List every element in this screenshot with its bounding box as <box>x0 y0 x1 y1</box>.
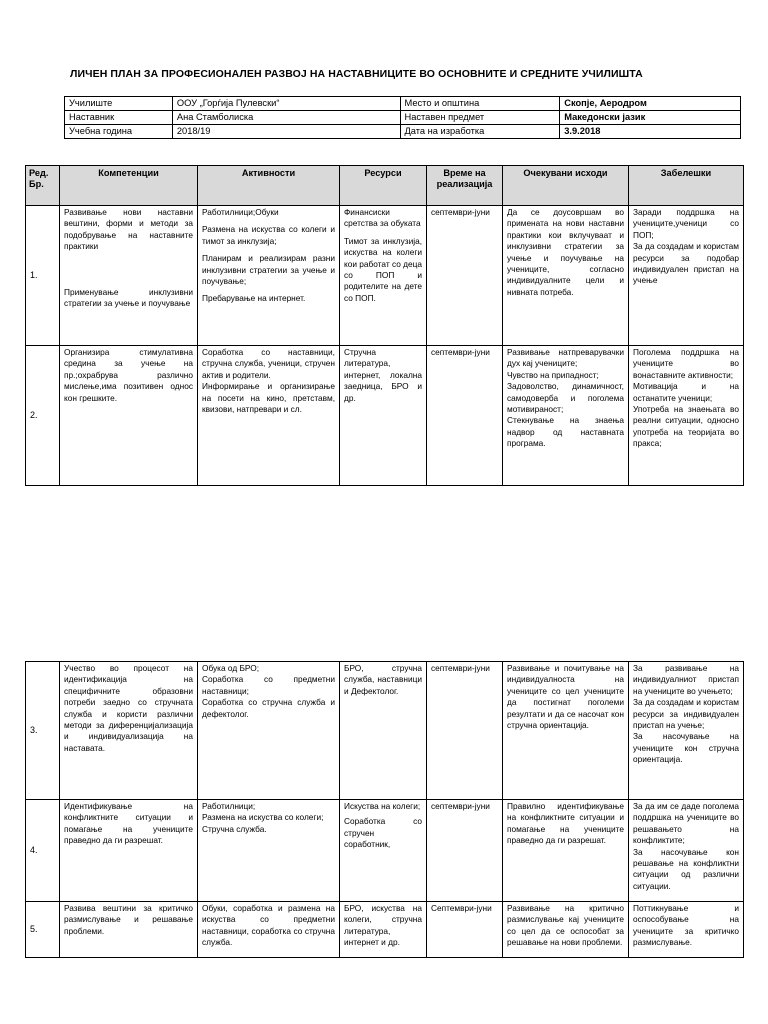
cell-text: Развивање и почитување на индивидуалноста на учениците со цел учениците да постигнат поголеми резултати и да се насочат кон стручна ориентација. <box>507 663 624 731</box>
info-value: Македонски јазик <box>560 111 741 125</box>
cell-text: Идентификување на конфликтните ситуации и помагање на учениците праведно да ги разрешат. <box>64 801 193 846</box>
cell-text: Учество во процесот на идентификација на специфичните образовни потреби заедно со стручната служба и користи различни методи за диференцијализација и индивидуализација на наставата. <box>64 663 193 753</box>
cell-text: Обука од БРО; <box>202 663 260 673</box>
cell-text: Организира стимулативна средина за учење на пр.;охрабрува различно мислење,има позитивен однос кон грешките. <box>64 347 193 403</box>
cell-text: За насочување на учениците кон стручна ориентација. <box>633 731 739 765</box>
row-number: 4. <box>26 800 60 902</box>
cell-competencies <box>60 902 198 958</box>
cell-text: Соработка со предметни наставници; <box>202 674 335 696</box>
info-label: Наставен предмет <box>400 111 560 125</box>
cell-resources <box>340 662 427 800</box>
cell-text: Обуки, соработка и размена на искуства со предметни наставници, соработка со стручна служба. <box>202 903 335 948</box>
cell-text: Развивање на критично размислување кај учениците со цел да се оспособат за решавање на нови проблеми. <box>507 903 624 948</box>
cell-text: Стекнување на знаења надвор од наставната програма. <box>507 415 624 449</box>
cell-outcomes <box>503 206 629 346</box>
cell-activities <box>198 902 340 958</box>
cell-text: Соработка со стручна служба и дефектолог. <box>202 697 335 719</box>
cell-text: Развива вештини за критичко размислување и решавање проблеми. <box>64 903 193 936</box>
info-label: Место и општина <box>400 97 560 111</box>
cell-resources <box>340 346 427 486</box>
cell-competencies <box>60 346 198 486</box>
cell-text: Пребарување на интернет. <box>202 293 306 304</box>
row-number: 5. <box>26 902 60 958</box>
cell-text: Планирам и реализирам разни инклузивни стратегии за учење и поучување; <box>202 253 335 287</box>
cell-outcomes <box>503 662 629 800</box>
cell-text: За да им се даде поголема поддршка на учениците во решавањето на конфликтите; <box>633 801 739 846</box>
table-row <box>26 902 744 958</box>
cell-text: Правилно идентификување на конфликтните ситуации и помагање на учениците праведно да ги разрешат. <box>507 801 624 846</box>
cell-time: септември-јуни <box>427 662 503 800</box>
row-number: 1. <box>26 206 60 346</box>
cell-activities <box>198 206 340 346</box>
plan-table-part1 <box>25 165 744 486</box>
cell-activities <box>198 800 340 902</box>
cell-activities <box>198 346 340 486</box>
info-label: Училиште <box>65 97 173 111</box>
cell-notes <box>629 800 744 902</box>
cell-text: Размена на искуства со колеги; <box>202 812 324 823</box>
cell-text: Искуства на колеги; <box>344 801 421 811</box>
plan-table-part2 <box>25 661 744 958</box>
table-row <box>26 662 744 800</box>
info-value: 3.9.2018 <box>560 125 741 139</box>
cell-text: БРО, искуства на колеги, стручна литература, интернет и др. <box>344 903 422 948</box>
cell-text: Работилници;Обуки <box>202 207 279 217</box>
info-row-teacher <box>65 111 741 125</box>
cell-text: Развивање натпреварувачки дух кај учениците; <box>507 347 624 369</box>
cell-text: Финансиски сретства за обуката <box>344 207 421 229</box>
cell-text: Развивање нови наставни вештини, форми и методи за подобрување на наставните практики <box>64 207 193 252</box>
cell-text: Размена на искуства со колеги и тимот за инклузија; <box>202 224 335 246</box>
header-outcomes: Очекувани исходи <box>503 166 629 206</box>
info-value: Скопје, Аеродром <box>560 97 741 111</box>
cell-text: Поголема поддршка на учениците во вонаставните активности; <box>633 347 739 380</box>
cell-text: За насочување кон решавање на конфликтни ситуации од различни ситуации. <box>633 846 739 891</box>
cell-notes <box>629 206 744 346</box>
cell-text: Стручна служба. <box>202 823 267 834</box>
cell-resources <box>340 902 427 958</box>
cell-notes <box>629 662 744 800</box>
row-number: 3. <box>26 662 60 800</box>
cell-text: Соработка со стручен соработник, <box>344 816 422 850</box>
info-row-school <box>65 97 741 111</box>
cell-competencies <box>60 800 198 902</box>
cell-text: Чувство на припадност; <box>507 369 599 380</box>
header-resources: Ресурси <box>340 166 427 206</box>
cell-competencies <box>60 206 198 346</box>
document-title: ЛИЧЕН ПЛАН ЗА ПРОФЕСИОНАЛЕН РАЗВОЈ НА НАСТАВНИЦИТЕ ВО ОСНОВНИТЕ И СРЕДНИТЕ УЧИЛИШТА <box>70 68 643 80</box>
school-info-table <box>64 96 741 139</box>
cell-text: Да се доусовршам во примената на нови наставни практики кои вклучуваат и инклузивни стратегии за учење и поучување на учениците, согласно индивидуалните цели и нивната потреба. <box>507 207 624 297</box>
header-notes: Забелешки <box>629 166 744 206</box>
info-value: ООУ „Горѓија Пулевски“ <box>172 97 400 111</box>
info-row-year <box>65 125 741 139</box>
cell-notes <box>629 902 744 958</box>
cell-time: Септември-јуни <box>427 902 503 958</box>
cell-text: Заради поддршка на учениците,ученици со ПОП; <box>633 207 739 240</box>
info-label: Наставник <box>65 111 173 125</box>
cell-text: Соработка со наставници, стручна служба, ученици, стручен актив и родители. <box>202 347 335 380</box>
cell-resources <box>340 800 427 902</box>
header-activities: Активности <box>198 166 340 206</box>
cell-outcomes <box>503 800 629 902</box>
cell-text: За развивање на индивидуалниот пристап на учениците во учењето; <box>633 663 739 696</box>
cell-notes <box>629 346 744 486</box>
cell-text: Тимот за инклузија, искуства на колеги кои работат со деца со ПОП и родителите на дете со ПОП. <box>344 235 422 303</box>
cell-text: За да создадам и користам ресурси за подобар индивидуален пристап на учење <box>633 241 739 286</box>
info-value: 2018/19 <box>172 125 400 139</box>
row-number: 2. <box>26 346 60 486</box>
cell-text: Работилници; <box>202 801 256 811</box>
cell-competencies <box>60 662 198 800</box>
cell-outcomes <box>503 346 629 486</box>
table-header-row <box>26 166 744 206</box>
cell-text: Задоволство, динамичност, самодоверба и поголема мотивираност; <box>507 381 624 415</box>
header-num: Ред. Бр. <box>26 166 60 206</box>
table-row <box>26 346 744 486</box>
info-value: Ана Стамболиска <box>172 111 400 125</box>
info-label: Дата на изработка <box>400 125 560 139</box>
cell-resources <box>340 206 427 346</box>
cell-text: За да создадам и користам ресурси за индивидуален пристап на учење; <box>633 697 739 731</box>
table-row <box>26 800 744 902</box>
cell-text: Поттикнување и оспособување на учениците за критичко размислување. <box>633 903 739 948</box>
cell-text: Стручна литература, интернет, локална заедница, БРО и др. <box>344 347 422 403</box>
cell-time: септември-јуни <box>427 206 503 346</box>
cell-activities <box>198 662 340 800</box>
cell-text: Употреба на знаењата во реални ситуации, односно употреба на теоријата во пракса; <box>633 404 739 449</box>
header-competencies: Компетенции <box>60 166 198 206</box>
cell-text: БРО, стручна служба, наставници и Дефектолог. <box>344 663 422 696</box>
cell-time: септември-јуни <box>427 800 503 902</box>
cell-text: Мотивација и на останатите ученици; <box>633 381 739 403</box>
cell-outcomes <box>503 902 629 958</box>
table-row <box>26 206 744 346</box>
info-label: Учебна година <box>65 125 173 139</box>
cell-time: септември-јуни <box>427 346 503 486</box>
header-time: Време на реализација <box>427 166 503 206</box>
cell-text: Информирање и организирање на посети на кино, претставм, квизови, натпревари и сл. <box>202 381 335 415</box>
cell-text: Применување инклузивни стратегии за учење и поучување <box>64 286 193 309</box>
